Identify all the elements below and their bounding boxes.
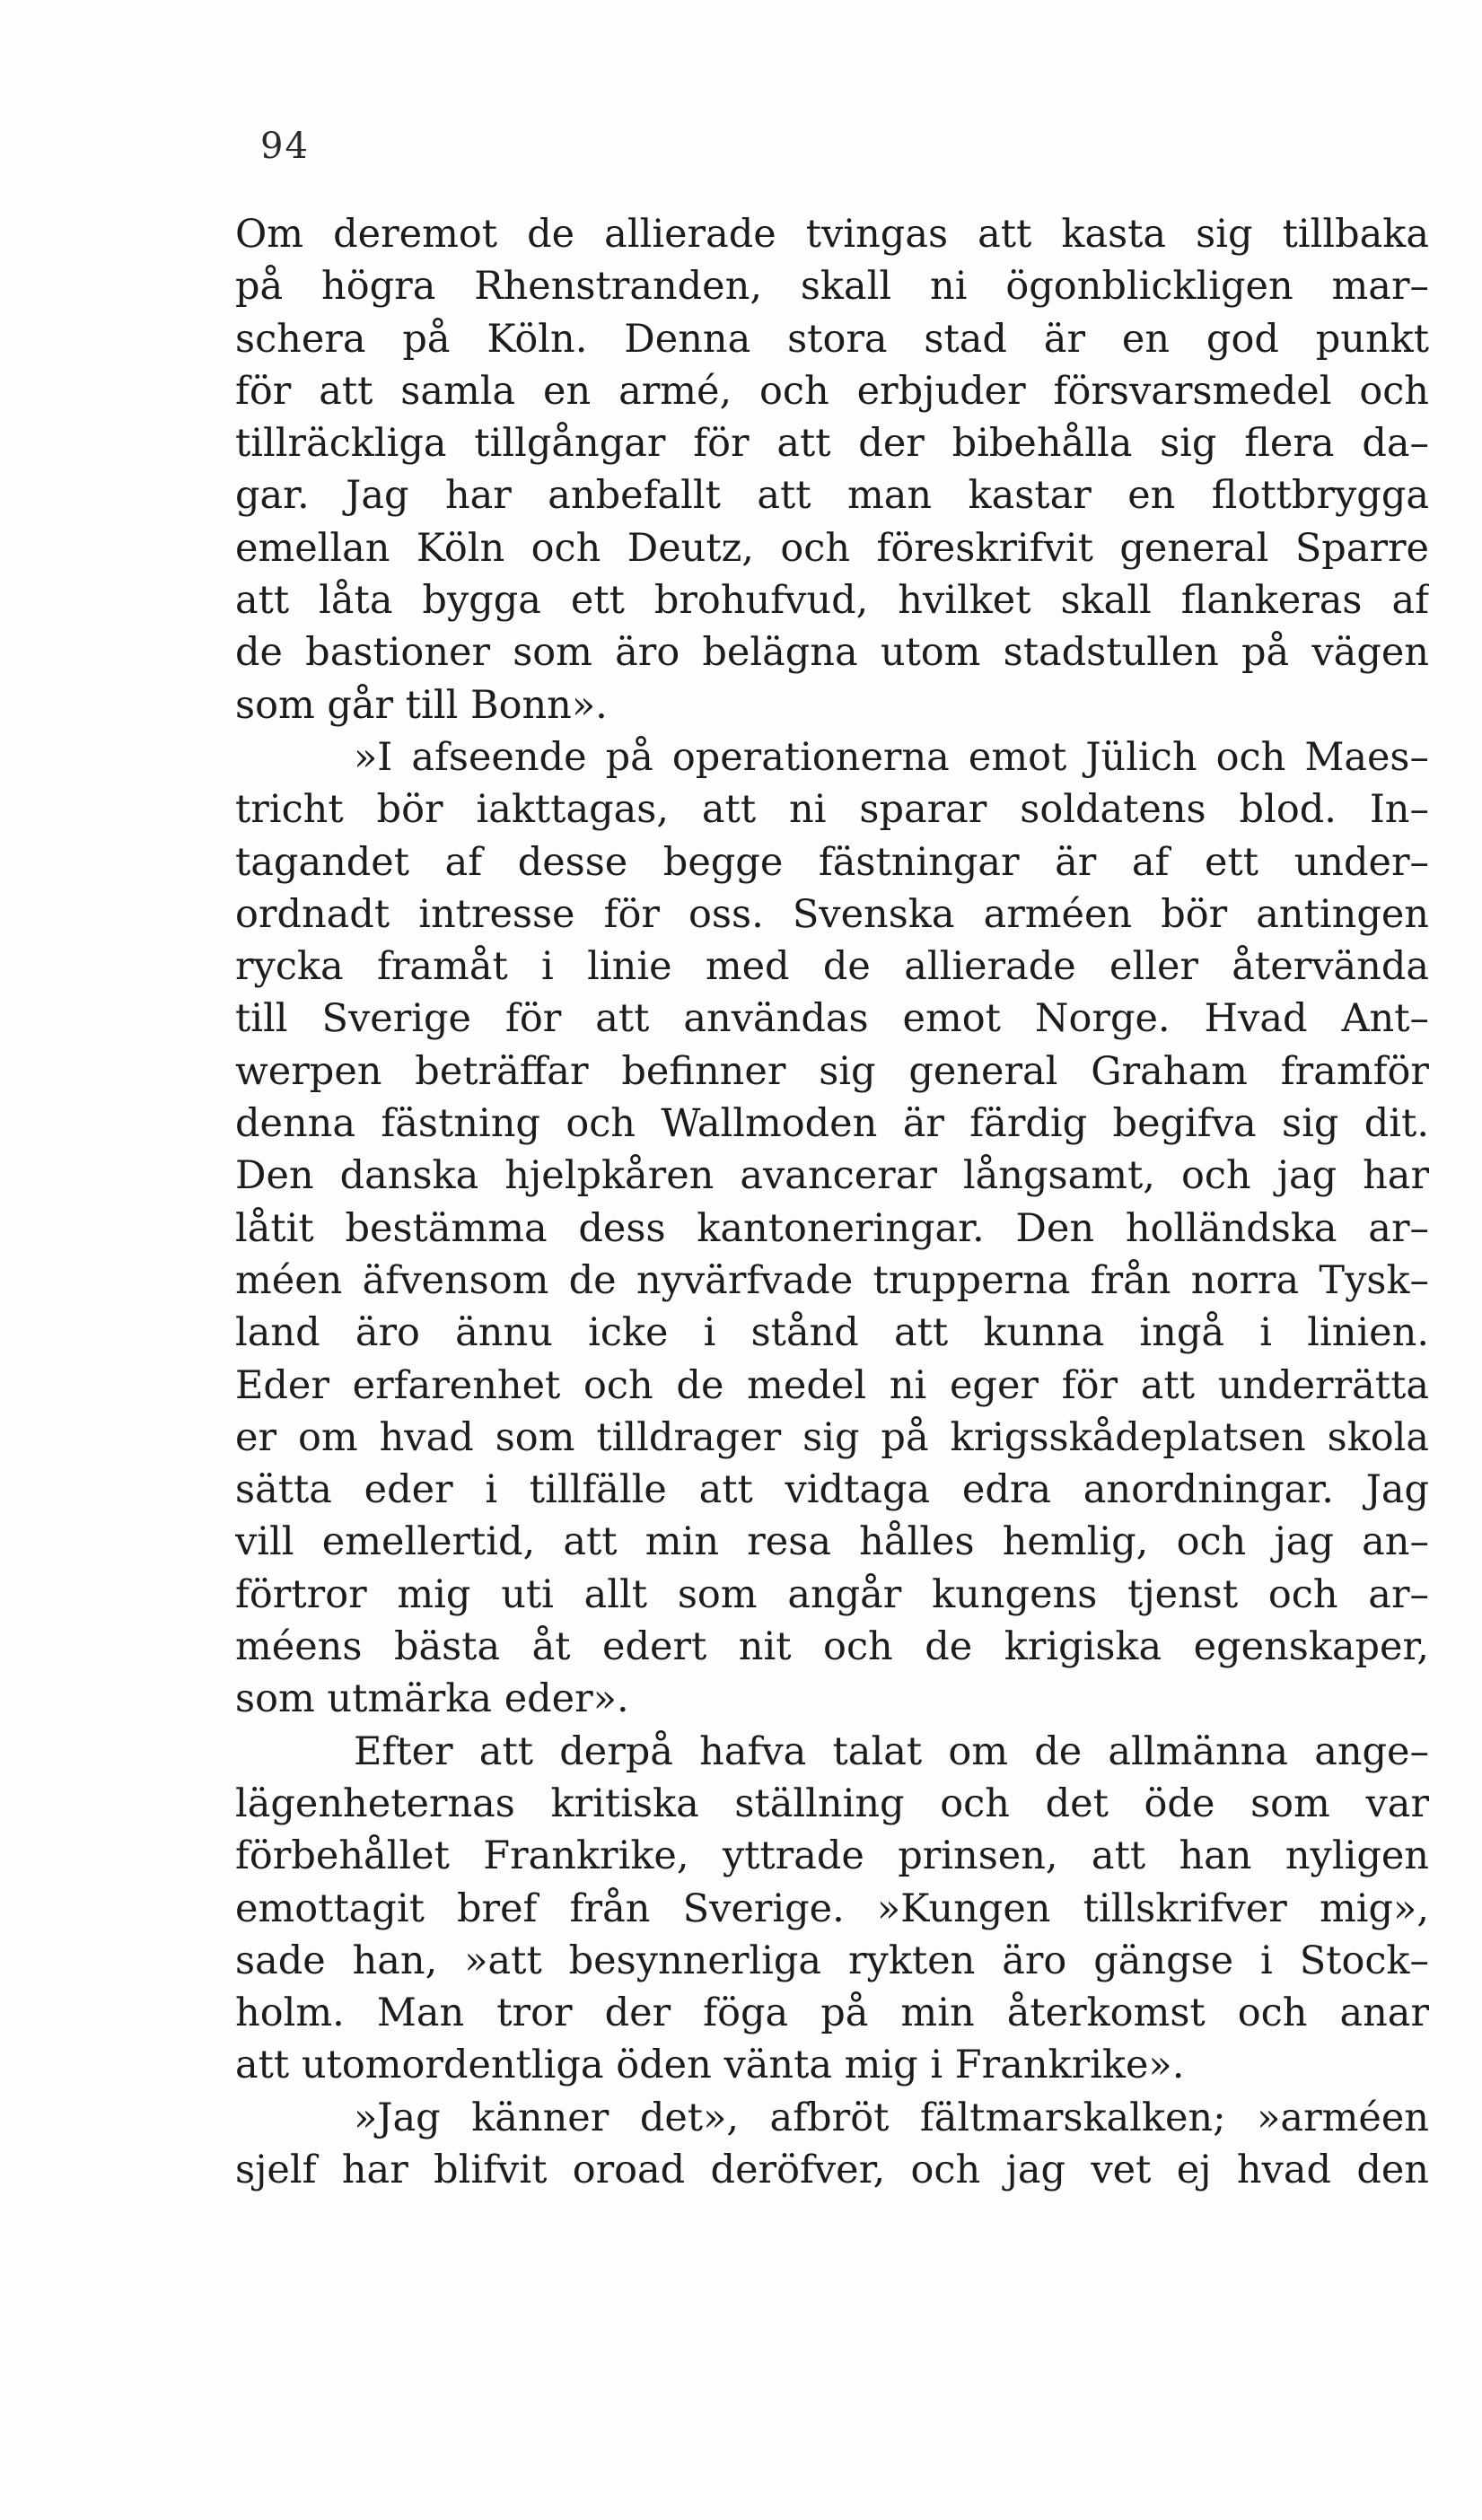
page-number: 94 — [260, 126, 310, 167]
text-line: méens bästa åt edert nit och de krigiska egenskaper, — [235, 1624, 1429, 1670]
text-line: för att samla en armé, och erbjuder försvarsmedel och — [235, 368, 1429, 414]
text-line: holm. Man tror der föga på min återkomst och anar — [235, 1991, 1429, 2036]
text-line: vill emellertid, att min resa hålles hemlig, och jag an– — [235, 1519, 1429, 1565]
text-line: Den danska hjelpkåren avancerar långsamt, och jag har — [235, 1153, 1429, 1199]
text-line: schera på Köln. Denna stora stad är en god punkt — [235, 316, 1429, 362]
text-line: att utomordentliga öden vänta mig i Frankrike». — [235, 2043, 1185, 2088]
text-line: som går till Bonn». — [235, 682, 608, 728]
text-line: Efter att derpå hafva talat om de allmänna ange– — [354, 1728, 1429, 1774]
text-line: ordnadt intresse för oss. Svenska arméen bör antingen — [235, 891, 1429, 937]
text-line: tillräckliga tillgångar för att der bibehålla sig flera da– — [235, 421, 1429, 467]
text-line: denna fästning och Wallmoden är färdig begifva sig dit. — [235, 1101, 1429, 1147]
text-line: emellan Köln och Deutz, och föreskrifvit general Sparre — [235, 525, 1429, 571]
text-line: förtror mig uti allt som angår kungens tjenst och ar– — [235, 1571, 1429, 1617]
text-line: på högra Rhenstranden, skall ni ögonblickligen mar– — [235, 264, 1429, 310]
text-line: land äro ännu icke i stånd att kunna ingå i linien. — [235, 1310, 1429, 1356]
text-line: gar. Jag har anbefallt att man kastar en flottbrygga — [235, 473, 1429, 519]
body-text — [235, 208, 1429, 2196]
text-line: att låta bygga ett brohufvud, hvilket skall flankeras af — [235, 578, 1429, 624]
text-line: emottagit bref från Sverige. »Kungen tillskrifver mig», — [235, 1886, 1429, 1931]
text-line: tricht bör iakttagas, att ni sparar soldatens blod. In– — [235, 787, 1429, 833]
text-line: till Sverige för att användas emot Norge. Hvad Ant– — [235, 996, 1429, 1042]
text-line: er om hvad som tilldrager sig på krigsskådeplatsen skola — [235, 1414, 1429, 1460]
text-line: låtit bestämma dess kantoneringar. Den holländska ar– — [235, 1205, 1429, 1251]
text-line: »Jag känner det», afbröt fältmarskalken; »arméen — [354, 2095, 1429, 2140]
text-line: lägenheternas kritiska ställning och det öde som var — [235, 1781, 1429, 1826]
text-line: sätta eder i tillfälle att vidtaga edra anordningar. Jag — [235, 1467, 1429, 1513]
text-line: förbehållet Frankrike, yttrade prinsen, att han nyligen — [235, 1833, 1429, 1879]
text-line: Eder erfarenhet och de medel ni eger för att underrätta — [235, 1362, 1429, 1408]
text-line: sade han, »att besynnerliga rykten äro gängse i Stock– — [235, 1938, 1429, 1983]
text-line: som utmärka eder». — [235, 1676, 629, 1722]
text-line: tagandet af desse begge fästningar är af ett under– — [235, 839, 1429, 885]
text-line: Om deremot de allierade tvingas att kasta sig tillbaka — [235, 212, 1429, 257]
text-line: de bastioner som äro belägna utom stadstullen på vägen — [235, 630, 1429, 676]
text-line: werpen beträffar befinner sig general Graham framför — [235, 1048, 1429, 1094]
text-line: méen äfvensom de nyvärfvade trupperna från norra Tysk– — [235, 1257, 1429, 1303]
text-line: rycka framåt i linie med de allierade eller återvända — [235, 944, 1429, 990]
text-line: sjelf har blifvit oroad deröfver, och jag vet ej hvad den — [235, 2147, 1429, 2192]
text-line: »I afseende på operationerna emot Jülich och Maes– — [354, 734, 1429, 780]
